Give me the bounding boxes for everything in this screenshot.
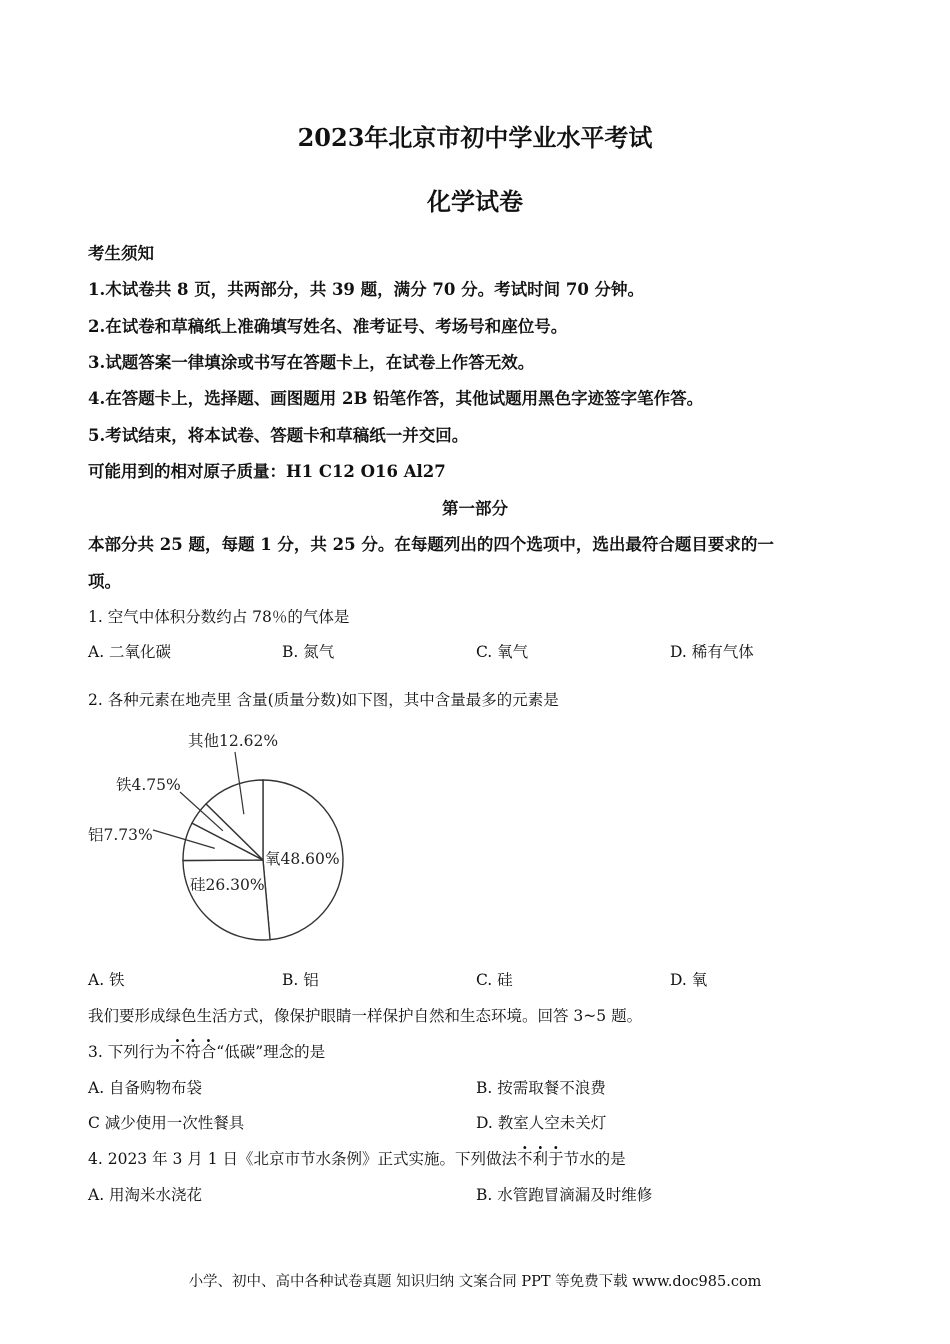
notice-item-4: 4.在答题卡上，选择题、画图题用 2B 铅笔作答，其他试题用黑色字迹签字笔作答。 xyxy=(88,389,704,408)
notice-item-1: 1.木试卷共 8 页，共两部分，共 39 题，满分 70 分。考试时间 70 分钟。 xyxy=(88,280,645,299)
notice-item-5: 5.考试结束，将本试卷、答题卡和草稿纸一并交回。 xyxy=(88,426,469,445)
exam-title: 2023年北京市初中学业水平考试 xyxy=(297,123,653,152)
q4-option-b: B. 水管跑冒滴漏及时维修 xyxy=(476,1186,653,1204)
q2-option-b: B. 铝 xyxy=(282,971,319,989)
q4-stem-after: 节水的是 xyxy=(563,1150,626,1168)
q1-option-b: B. 氮气 xyxy=(282,643,335,661)
pie-label-4: 其他12.62% xyxy=(188,732,279,750)
q1-option-c: C. 氧气 xyxy=(476,643,529,661)
context-text: 我们要形成绿色生活方式，像保护眼睛一样保护自然和生态环境。回答 3~5 题。 xyxy=(88,1007,643,1025)
q3-option-a: A. 自备购物布袋 xyxy=(88,1079,203,1097)
pie-label-2: 铝7.73% xyxy=(88,826,153,844)
q3-option-c: C 减少使用一次性餐具 xyxy=(88,1114,245,1132)
atomic-masses: 可能用到的相对原子质量：H1 C12 O16 Al27 xyxy=(88,462,446,481)
q4-stem-emphasis xyxy=(517,1150,564,1168)
part-instruction-line1: 本部分共 25 题，每题 1 分，共 25 分。在每题列出的四个选项中，选出最符合题目要求的一 xyxy=(88,535,774,554)
crust-element-pie-chart xyxy=(80,720,380,960)
q4-stem xyxy=(88,1147,626,1169)
q2-option-c: C. 硅 xyxy=(476,971,513,989)
q3-stem-emphasis xyxy=(170,1043,217,1061)
q2-option-d: D. 氧 xyxy=(670,971,708,989)
part-instruction-line2: 项。 xyxy=(88,572,121,591)
q3-emph-char-1: 符 xyxy=(185,1043,201,1061)
notice-heading: 考生须知 xyxy=(88,244,154,263)
page-footer: 小学、初中、高中各种试卷真题 知识归纳 文案合同 PPT 等免费下载 www.doc985.com xyxy=(188,1274,762,1290)
q1-option-d: D. 稀有气体 xyxy=(670,643,754,661)
q4-stem-before: 4. 2023 年 3 月 1 日《北京市节水条例》正式实施。下列做法 xyxy=(88,1150,518,1168)
pie-label-3: 铁4.75% xyxy=(116,776,181,794)
q3-stem xyxy=(88,1040,325,1062)
notice-item-2: 2.在试卷和草稿纸上准确填写姓名、准考证号、考场号和座位号。 xyxy=(88,317,568,336)
pie-label-1: 硅26.30% xyxy=(190,876,265,894)
q4-emph-char-1: 利 xyxy=(532,1150,549,1168)
exam-subtitle: 化学试卷 xyxy=(427,187,523,216)
q4-emph-char-0: 不 xyxy=(517,1150,533,1168)
notice-item-3: 3.试题答案一律填涂或书写在答题卡上，在试卷上作答无效。 xyxy=(88,353,535,372)
q3-emph-char-0: 不 xyxy=(169,1043,186,1061)
q3-emph-char-2: 合 xyxy=(200,1043,217,1061)
q4-emph-char-2: 于 xyxy=(548,1150,564,1168)
q4-option-a: A. 用淘米水浇花 xyxy=(88,1186,203,1204)
q3-option-d: D. 教室人空未关灯 xyxy=(476,1114,607,1132)
part-heading: 第一部分 xyxy=(442,499,508,518)
q2-option-a: A. 铁 xyxy=(88,971,125,989)
q1-option-a: A. 二氧化碳 xyxy=(88,643,172,661)
q1-stem: 1. 空气中体积分数约占 78％的气体是 xyxy=(88,608,350,626)
pie-slice-1 xyxy=(183,860,270,940)
q3-option-b: B. 按需取餐不浪费 xyxy=(476,1079,606,1097)
q2-stem: 2. 各种元素在地壳里 含量(质量分数)如下图，其中含量最多的元素是 xyxy=(88,691,559,709)
q3-stem-after: “低碳”理念的是 xyxy=(216,1043,326,1061)
pie-label-0: 氧48.60% xyxy=(265,850,340,868)
q3-stem-before: 3. 下列行为 xyxy=(88,1043,170,1061)
